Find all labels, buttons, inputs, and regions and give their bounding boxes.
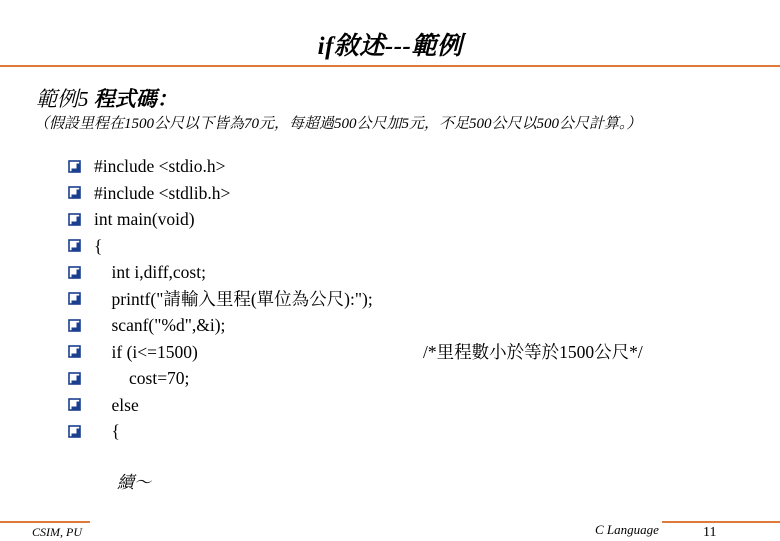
square-bullet-icon — [68, 319, 81, 332]
square-bullet-icon — [68, 425, 81, 438]
square-bullet-icon — [68, 372, 81, 385]
square-bullet-icon — [68, 186, 81, 199]
square-bullet-icon — [68, 266, 81, 279]
code-text: { — [94, 421, 120, 441]
square-bullet-icon — [68, 160, 81, 173]
code-text: scanf("%d",&i); — [94, 315, 226, 335]
code-comment: /*里程數小於等於1500公尺*/ — [423, 341, 643, 362]
square-bullet-icon — [68, 213, 81, 226]
code-text: int i,diff,cost; — [94, 262, 206, 282]
code-text: if (i<=1500) — [94, 341, 198, 362]
square-bullet-icon — [68, 292, 81, 305]
square-bullet-icon — [68, 345, 81, 358]
example-note: （假設里程在1500公尺以下皆為70元，每超過500公尺加5元，不足500公尺以500公尺計算。） — [34, 116, 642, 132]
code-text: { — [94, 235, 103, 256]
code-text: printf("請輸入里程(單位為公尺):"); — [94, 288, 373, 309]
square-bullet-icon — [68, 239, 81, 252]
example-label — [36, 83, 178, 113]
example-number: 範例5 — [36, 87, 89, 111]
example-label-emphasis: 程式碼： — [88, 87, 178, 111]
code-text: #include <stdio.h> — [94, 156, 226, 176]
footer-rule-right — [662, 521, 780, 523]
code-text: cost=70; — [94, 368, 190, 388]
slide-title: if敘述---範例 — [317, 33, 463, 60]
page-number: 11 — [703, 525, 717, 540]
title-underline — [0, 65, 780, 67]
footer-center: C Language — [595, 522, 659, 537]
footer-rule-left — [0, 521, 90, 523]
code-text: #include <stdlib.h> — [94, 182, 231, 203]
code-text: int main(void) — [94, 209, 195, 229]
square-bullet-icon — [68, 398, 81, 411]
footer-left: CSIM, PU — [32, 525, 82, 539]
continued-mark: 續～ — [117, 473, 151, 492]
code-text: else — [94, 394, 139, 415]
